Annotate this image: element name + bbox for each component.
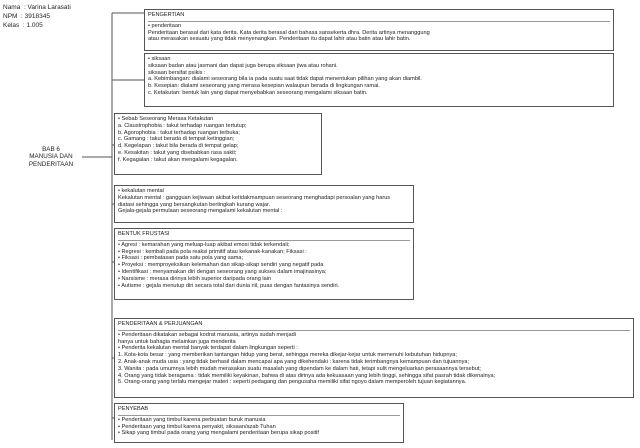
box-line: • Penderitaan yang timbul karena perbuatan buruk manusia	[118, 416, 266, 423]
box-line: f. Kegagalan : takut akan mengalami kegagalan.	[118, 156, 238, 163]
box-line: 1. Kota-kota besar : yang memberikan tantangan hidup yang berat, sehingga mereka dikejar-kejar untuk memenuhi kebutuhan hidupnya;	[118, 352, 457, 359]
box-line: a. Claustrophobia : takut terhadap ruangan tertutup;	[118, 122, 247, 129]
box-line: d. Kegelapan : takut bila berada di tempat gelap;	[118, 143, 239, 150]
box-title: PENDERITAAN & PERJUANGAN	[118, 321, 203, 327]
box-line: • Narsisme : merasa dirinya lebih superior daripada orang lain	[118, 275, 272, 282]
box-line: • Penderitaan yang timbul karena penyakit, siksaan/azab Tuhan	[118, 423, 276, 430]
student-class: Kelas : 1.005	[3, 22, 43, 29]
divider	[118, 330, 630, 331]
box-line: • Sebab Seseorang Merasa Ketakutan	[118, 116, 214, 122]
box-line: diatasi sehingga yang bersangkutan bertingkah kurang wajar.	[118, 201, 271, 208]
divider	[118, 415, 400, 416]
divider	[118, 240, 410, 241]
box-kekalutan-mental	[114, 185, 414, 223]
box-line: c. Ketakutan: bentuk lain yang dapat menyebabkan seseorang mengalami siksaan batin.	[148, 89, 368, 96]
box-line: • Fiksasi : pembatasan pada satu pola yang sama;	[118, 255, 244, 262]
box-line: hanya untuk bahagia melainkan juga menderita	[118, 338, 236, 345]
box-line: 2. Anak-anak muda usia : yang tidak berhasil dalam mencapai apa yang dikehendaki : karena tidak terimbangnya kemampuan dan tujuannya;	[118, 358, 470, 365]
divider	[148, 21, 610, 22]
box-bentuk-frustasi	[114, 228, 414, 300]
box-sebab-ketakutan	[114, 113, 322, 175]
box-line: siksaan badan atau jasmani dan dapat juga berupa siksaan jiwa atau rohani.	[148, 62, 338, 69]
box-line: atau merasakan sesuatu yang tidak menyenangkan. Penderitaan itu dapat lahir atau batin atau lahir batin.	[148, 36, 411, 43]
box-line: • Autisme : gejala menutup diri secara total dari dunia riil, puas dengan fantasinya sendiri.	[118, 282, 340, 289]
central-topic-chapter: BAB 6	[42, 145, 60, 153]
box-line: Penderitaan berasal dari kata derita. Kata derita berasal dari bahasa sansekerta dhra. Derita artinya menanggung	[148, 29, 430, 36]
box-line: Gejala-gejala permulaan seseorang mengalami kekalutan mental :	[118, 208, 283, 215]
box-title: PENGERTIAN	[148, 12, 185, 18]
box-line: • Sikap yang timbul pada orang yang mengalami penderitaan berupa sikap positif	[118, 430, 319, 437]
box-line: siksaan bersifat psikis :	[148, 69, 206, 76]
central-topic-title: MANUSIA DAN PENDERITAAN	[28, 153, 74, 168]
box-title: PENYEBAB	[118, 406, 149, 412]
box-line: c. Gamang : takut berada di tempat ketinggian;	[118, 136, 235, 143]
student-name: Nama : Varina Larasati	[3, 4, 71, 11]
box-siksaan	[144, 53, 614, 107]
box-line: e. Kesakitan : takut yang disebabkan rasa sakit;	[118, 149, 237, 156]
box-line: • Proyeksi : memproyeksikan kelemahan dan sikap-sikap sendiri yang negatif pada	[118, 262, 324, 269]
box-line: • penderitaan	[148, 22, 182, 29]
box-line: • kekalutan mental	[118, 188, 164, 194]
box-line: b. Agorophobia : takut terhadap ruangan terbuka;	[118, 129, 240, 136]
central-topic	[20, 146, 82, 168]
box-line: • Penderitaan dikatakan sebagai kodrat manusia, artinya sudah menjadi	[118, 331, 296, 338]
student-header	[3, 3, 71, 30]
box-line: • Regresi : kembali pada pola reaksi primitif atau kekanak-kanakan; Fiksasi :	[118, 248, 307, 255]
box-line: a. Kebimbangan: dialami seseorang bila ia pada suatu saat tidak dapat menentukan pilihan yang akan diambil.	[148, 76, 422, 83]
student-npm: NPM : 3918345	[3, 13, 50, 20]
box-penderitaan-perjuangan	[114, 318, 634, 398]
box-line: 4. Orang yang tidak beragama : tidak memiliki keyakinan, bahwa di atas dirinya ada kekuasaan yang lebih tinggi, sehingga sifat pasrah tidak dikenalnya;	[118, 372, 496, 379]
box-line: Kekalutan mental : gangguan kejiwaan akibat ketidakmampuan seseorang menghadapi persoalan yang harus	[118, 194, 391, 201]
box-line: • Agresi : kemarahan yang meluap-luap akibat emosi tidak terkendali;	[118, 241, 290, 248]
box-line: 3. Wanita : pada umumnya lebih mudah merasakan suatu masalah yang dipendam ke dalam hati, tetapi sulit mengeluarkan perasaannya tersebut;	[118, 365, 481, 372]
box-line: • Penderita kekalutan mental banyak terdapat dalam lingkungan seperti :	[118, 345, 298, 352]
box-line: • Identifikasi : menyamakan diri dengan seseorang yang sukses dalam imajinasinya;	[118, 268, 327, 275]
box-line: • siksaan	[148, 56, 171, 62]
box-title: BENTUK FRUSTASI	[118, 231, 170, 237]
box-line: 5. Orang-orang yang terlalu mengejar materi : seperti pedagang dan pengusaha memiliki sifat ngoyo dalam memperoleh tujuan kegiatannya.	[118, 379, 467, 386]
box-penyebab	[114, 403, 404, 443]
box-line: b. Kesepian: dialami seseorang yang merasa kesepian walaupun berada di lingkungan ramai.	[148, 83, 380, 90]
box-pengertian	[144, 9, 614, 51]
